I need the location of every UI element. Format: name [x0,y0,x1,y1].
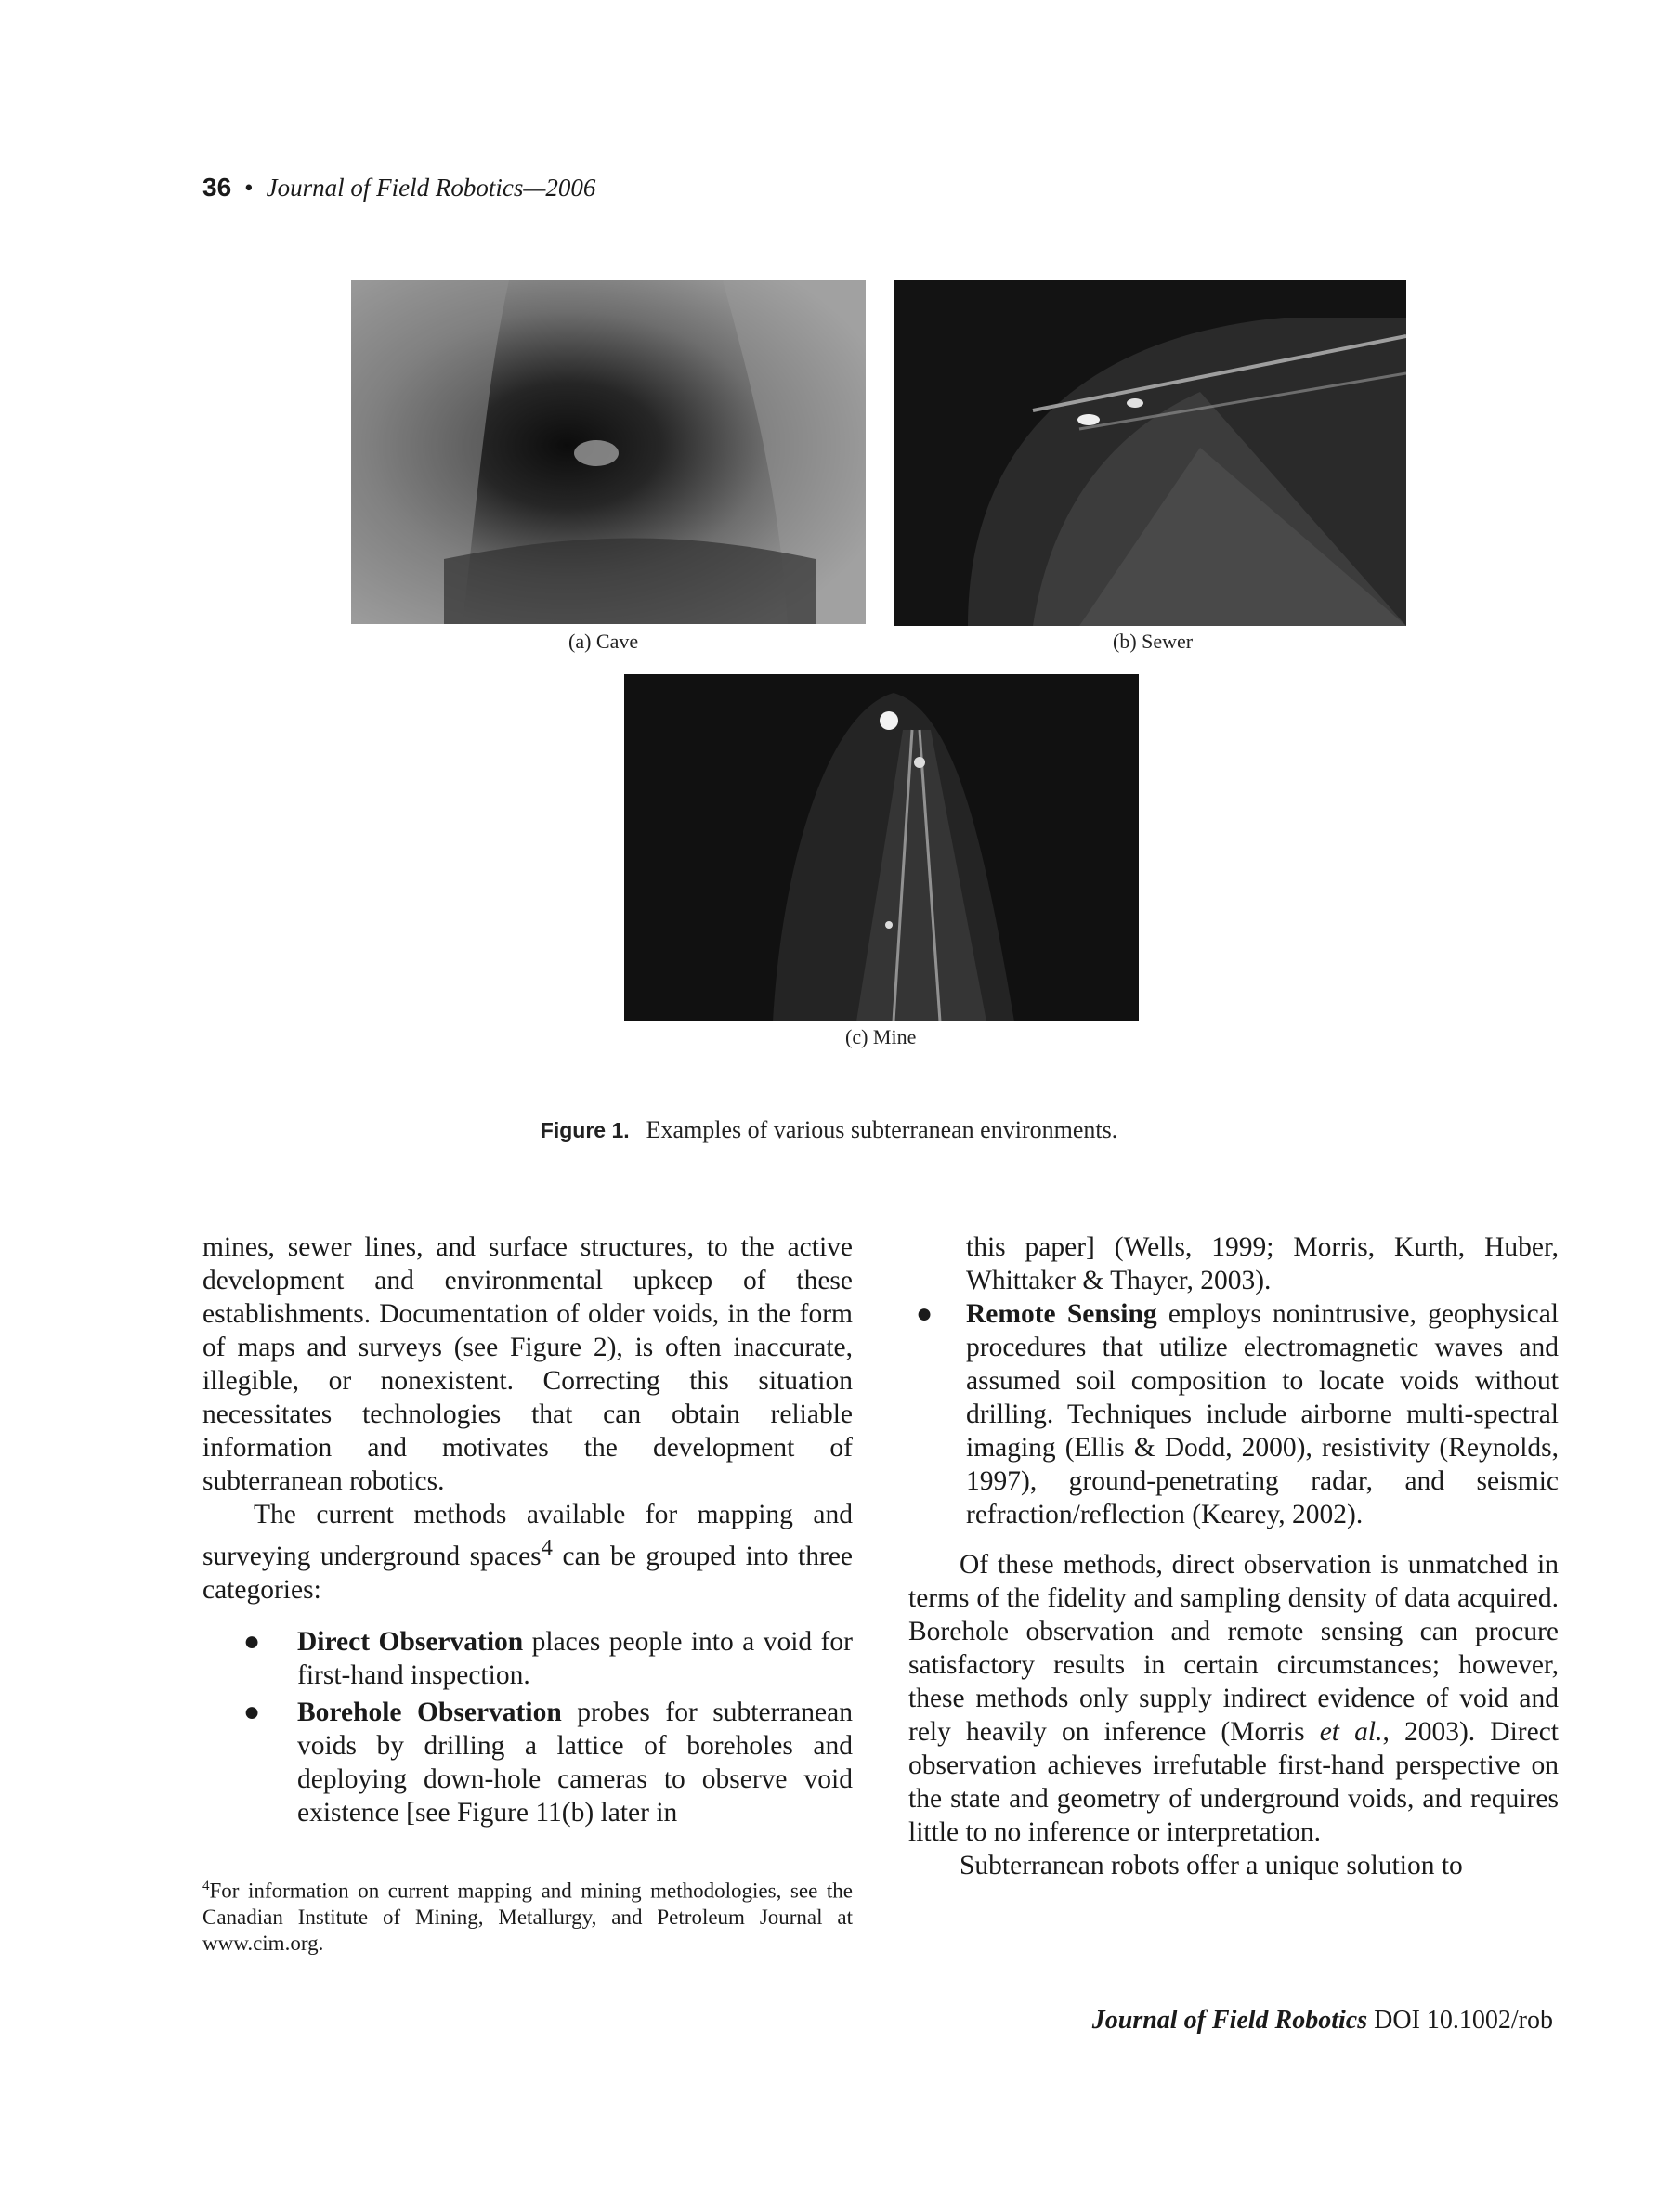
label-sewer: (b) Sewer [1113,630,1194,653]
italic-text: et al. [1319,1717,1383,1747]
body-paragraph [908,1548,1559,1849]
footer-doi: DOI 10.1002/rob [1367,2006,1553,2035]
bullet-item [202,1625,853,1692]
footer-journal: Journal of Field Robotics [1091,2006,1368,2035]
figure-number: Figure 1. [540,1118,630,1142]
body-paragraph: Subterranean robots offer a unique solution to [960,1851,1463,1880]
left-column [202,1230,853,1829]
footnote-ref: 4 [541,1535,553,1560]
paragraph-text: The current methods available for mapping and surveying underground spaces [202,1500,853,1571]
bullet-heading: Direct Observation [297,1626,524,1657]
journal-title: Journal of Field Robotics—2006 [266,174,596,202]
bullet-marker: ● [916,1298,933,1329]
label-cave: (a) Cave [568,630,639,653]
running-header [202,173,595,202]
figure-caption [0,1116,1658,1144]
bullet-item [908,1297,1559,1531]
sewer-photo [894,280,1406,626]
header-bullet: • [244,174,254,202]
bullet-marker: ● [243,1696,261,1727]
page-number: 36 [202,173,232,202]
running-footer [1092,2006,1553,2036]
paragraph-text: , 2003). Direct observation achieves irrefutable first-hand perspective on the state and geometry of underground voids, and requires little to no inference or interpretation. [908,1717,1559,1847]
bullet-continuation: this paper] (Wells, 1999; Morris, Kurth, Huber, Whittaker & Thayer, 2003). [966,1232,1559,1295]
footnote-text: For information on current mapping and mining methodologies, see the Canadian Institute of Mining, Metallurgy, and Petroleum Journal at www.cim.org. [202,1879,853,1955]
bullet-text: employs nonintrusive, geophysical procedures that utilize electromagnetic waves and assumed soil composition to locate voids without drilling. Techniques include airborne multi-spectral imaging (Ellis & Dodd, 2000), resistivity (Reynolds, 1997), ground-penetrating radar, and seismic refraction/reflection (Kearey, 2002). [966,1299,1559,1529]
bullet-text: places people into a void for first-hand inspection. [297,1626,853,1690]
bullet-heading: Remote Sensing [966,1299,1157,1329]
footnote-marker: 4 [202,1879,210,1893]
mine-photo [624,674,1139,1021]
label-mine: (c) Mine [845,1025,917,1048]
paragraph-text: can be grouped into three categories: [202,1541,854,1605]
paragraph-text: Of these methods, direct observation is unmatched in terms of the fidelity and sampling density of data acquired. Borehole observation and remote sensing can procure satisfactory results in certain circumstances; however, these methods only supply indirect evidence of void and rely heavily on inference (Morris [908,1550,1559,1747]
footnote [202,1873,853,1957]
bullet-heading: Borehole Observation [297,1697,562,1727]
figure-caption-text: Examples of various subterranean environments. [646,1116,1118,1143]
bullet-text: probes for subterranean voids by drilling a lattice of boreholes and deploying down-hole cameras to observe void existence [see Figure 11(b) later in [297,1697,853,1828]
bullet-item [202,1696,853,1829]
body-paragraph [202,1498,853,1607]
bullet-marker: ● [243,1625,261,1657]
body-paragraph: mines, sewer lines, and surface structures, to the active development and environmental upkeep of these establishments. Documentation of older voids, in the form of maps and surveys (see Figure 2), is often inaccurate, illegible, or nonexistent. Correcting this situation necessitates technologies that can obtain reliable information and motivates the development of subterranean robotics. [202,1232,853,1496]
right-column [908,1230,1559,1882]
cave-photo [351,280,866,624]
